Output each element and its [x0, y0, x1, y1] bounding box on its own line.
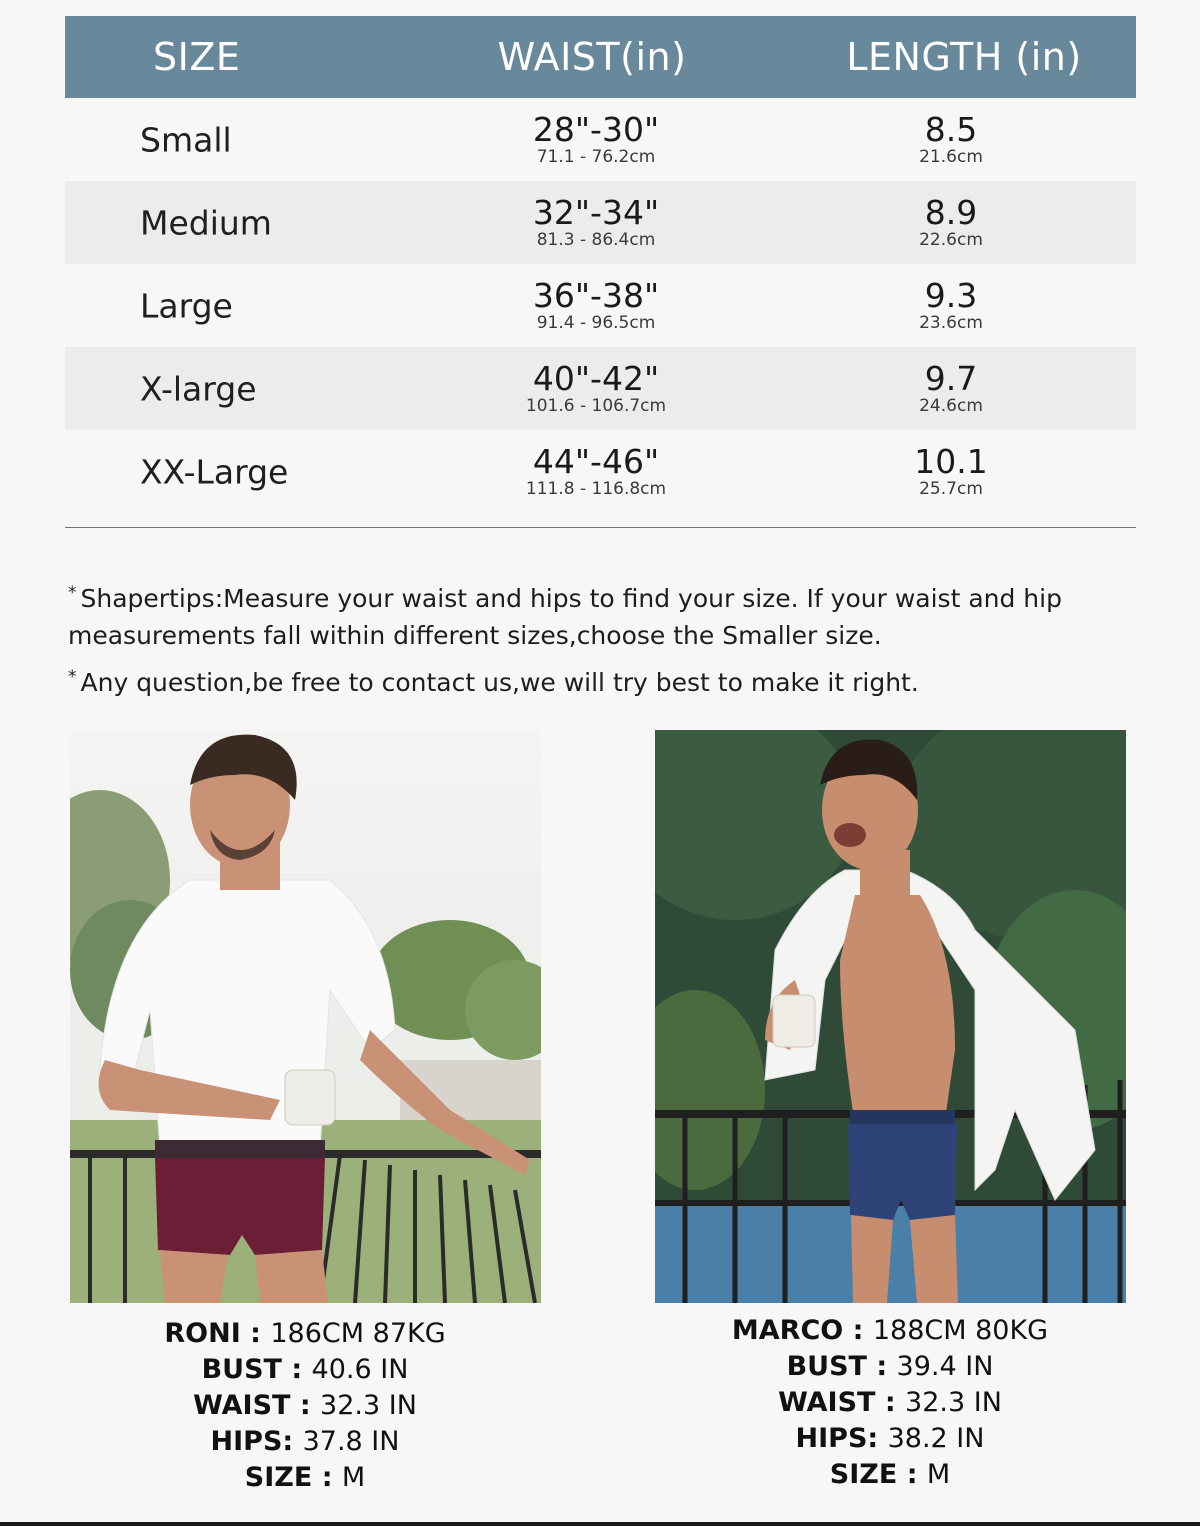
table-row-xx-large — [65, 430, 1136, 513]
model-photo-roni — [70, 730, 541, 1303]
model-height-weight: 188CM 80KG — [872, 1315, 1049, 1346]
stat-line-bust: BUST : 39.4 IN — [786, 1351, 994, 1382]
length-cell — [919, 109, 983, 167]
header-length: LENGTH (in) — [846, 35, 1082, 79]
length-inches: 8.9 — [924, 192, 978, 232]
contact-text: Any question,be free to contact us,we will try best to make it right. — [80, 668, 919, 697]
size-label: Medium — [140, 203, 272, 242]
size-label: SIZE — [244, 1462, 313, 1493]
length-inches: 9.7 — [924, 358, 978, 398]
sizing-tip-note — [68, 575, 1148, 654]
waist-cell — [525, 441, 667, 499]
contact-asterisk: * — [68, 667, 77, 687]
table-row-medium — [65, 181, 1136, 264]
table-row-small — [65, 98, 1136, 181]
waist-inches: 36"-38" — [532, 275, 660, 315]
length-cm: 21.6cm — [919, 146, 983, 167]
size-label: XX-Large — [140, 452, 289, 491]
hips-value: 38.2 IN — [887, 1423, 985, 1454]
waist-inches: 32"-34" — [532, 192, 660, 232]
hips-value: 37.8 IN — [302, 1426, 400, 1457]
table-header-row — [65, 16, 1136, 98]
size-label: Small — [140, 120, 232, 159]
stat-line-hips: HIPS: 37.8 IN — [210, 1426, 400, 1457]
hips-label: HIPS — [795, 1423, 868, 1454]
waist-value: 32.3 IN — [905, 1387, 1002, 1418]
bust-value: 40.6 IN — [311, 1354, 409, 1385]
size-label: SIZE — [829, 1459, 898, 1490]
waist-cm: 71.1 - 76.2cm — [536, 146, 656, 167]
header-size: SIZE — [153, 35, 241, 79]
length-cm: 24.6cm — [919, 395, 983, 416]
stat-line-bust: BUST : 40.6 IN — [201, 1354, 409, 1385]
waist-cell — [532, 275, 660, 333]
length-cm: 23.6cm — [919, 312, 983, 333]
tip-asterisk: * — [68, 583, 77, 603]
waist-label: WAIST — [193, 1390, 291, 1421]
bust-label: BUST — [201, 1354, 282, 1385]
table-row-x-large — [65, 347, 1136, 430]
header-waist: WAIST(in) — [497, 35, 687, 79]
waist-cell — [525, 358, 667, 416]
stat-line-size: SIZE : M — [244, 1462, 366, 1493]
length-cell — [914, 441, 988, 499]
waist-value: 32.3 IN — [320, 1390, 417, 1421]
model-stats-marco — [630, 1313, 1150, 1493]
waist-inches: 40"-42" — [532, 358, 660, 398]
waist-inches: 44"-46" — [532, 441, 660, 481]
stat-line-waist: WAIST : 32.3 IN — [193, 1390, 417, 1421]
waist-cm: 111.8 - 116.8cm — [525, 478, 667, 499]
size-chart-table — [65, 16, 1136, 513]
bottom-border — [0, 1522, 1200, 1526]
contact-note — [68, 659, 1148, 701]
length-inches: 9.3 — [924, 275, 978, 315]
model-height-weight: 186CM 87KG — [270, 1318, 446, 1349]
size-value: M — [926, 1459, 951, 1490]
waist-cm: 81.3 - 86.4cm — [536, 229, 656, 250]
model-stats-roni — [45, 1316, 565, 1496]
stat-line-size: SIZE : M — [829, 1459, 951, 1490]
stat-line-name: MARCO : 188CM 80KG — [731, 1315, 1049, 1346]
model-name: MARCO — [731, 1315, 844, 1346]
length-inches: 10.1 — [914, 441, 988, 481]
waist-cell — [532, 109, 660, 167]
bust-value: 39.4 IN — [896, 1351, 994, 1382]
waist-cell — [532, 192, 660, 250]
sizing-tip-text: Shapertips:Measure your waist and hips to find your size. If your waist and hip measurements fall within different sizes,choose the Smaller size. — [68, 584, 1062, 650]
stat-line-name: RONI : 186CM 87KG — [164, 1318, 446, 1349]
length-cm: 22.6cm — [919, 229, 983, 250]
stat-line-hips: HIPS: 38.2 IN — [795, 1423, 985, 1454]
length-cell — [919, 358, 983, 416]
stat-line-waist: WAIST : 32.3 IN — [778, 1387, 1002, 1418]
length-cell — [919, 192, 983, 250]
model-name: RONI — [164, 1318, 241, 1349]
waist-label: WAIST — [778, 1387, 876, 1418]
size-label: Large — [140, 286, 233, 325]
table-row-large — [65, 264, 1136, 347]
length-cm: 25.7cm — [919, 478, 983, 499]
size-label: X-large — [140, 369, 257, 408]
length-cell — [919, 275, 983, 333]
waist-inches: 28"-30" — [532, 109, 660, 149]
waist-cm: 101.6 - 106.7cm — [525, 395, 667, 416]
bust-label: BUST — [786, 1351, 867, 1382]
length-inches: 8.5 — [924, 109, 978, 149]
hips-label: HIPS — [210, 1426, 283, 1457]
waist-cm: 91.4 - 96.5cm — [536, 312, 656, 333]
table-bottom-divider — [65, 527, 1136, 528]
size-value: M — [341, 1462, 366, 1493]
model-photo-marco — [655, 730, 1126, 1303]
